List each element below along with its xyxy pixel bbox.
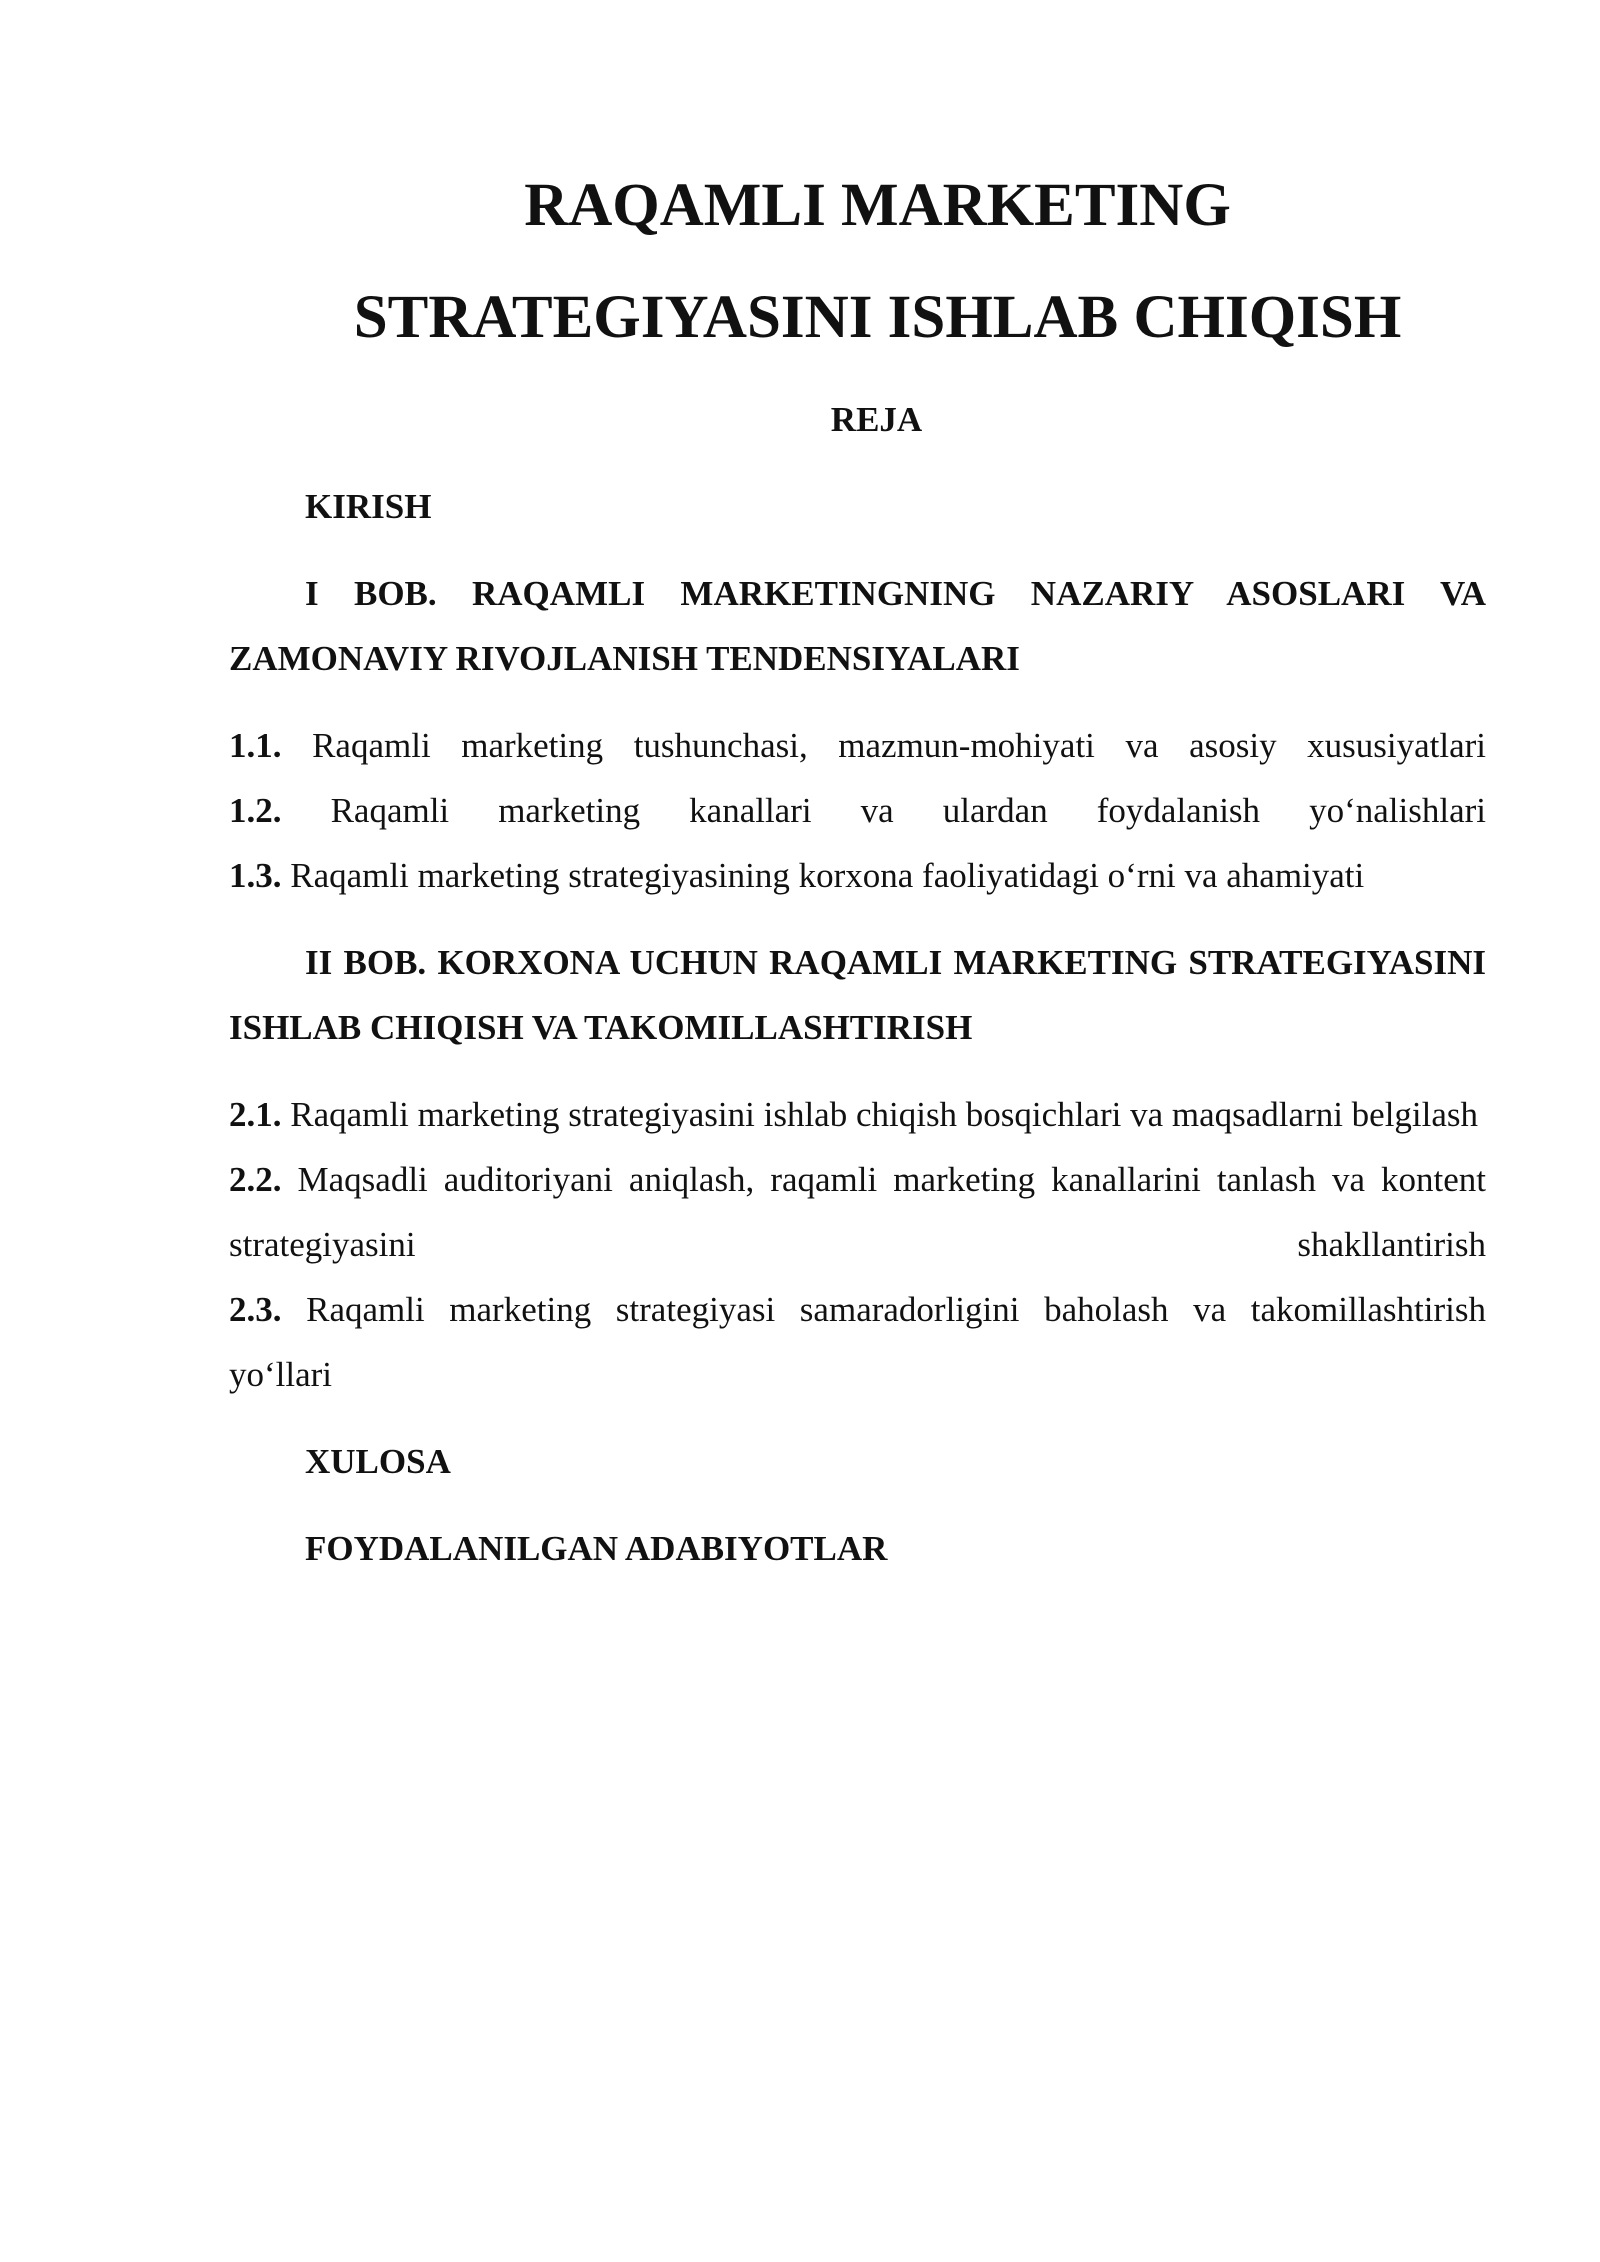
toc-item-2-3: [229, 1277, 1486, 1407]
toc-item-text: Raqamli marketing tushunchasi, mazmun-mohiyati va asosiy xususiyatlari: [312, 726, 1486, 765]
chapter-1-title: I BOB. RAQAMLI MARKETINGNING NAZARIY ASOSLARI VA ZAMONAVIY RIVOJLANISH TENDENSIYALARI: [229, 574, 1486, 678]
title-line-2: STRATEGIYASINI ISHLAB CHIQISH: [353, 284, 1402, 351]
chapter-2-title: II BOB. KORXONA UCHUN RAQAMLI MARKETING STRATEGIYASINI ISHLAB CHIQISH VA TAKOMILLASHTIRISH: [229, 943, 1486, 1047]
toc-item-text: Raqamli marketing strategiyasini ishlab chiqish bosqichlari va maqsadlarni belgilash: [290, 1095, 1479, 1134]
toc-item-number: 1.3.: [229, 856, 282, 895]
toc-item-2-2: [229, 1147, 1486, 1277]
toc-item-1-3: [229, 843, 1486, 908]
toc-item-number: 2.3.: [229, 1290, 282, 1329]
toc-item-text: Maqsadli auditoriyani aniqlash, raqamli marketing kanallarini tanlash va kontent strategiyasini shakllantirish: [229, 1160, 1487, 1264]
conclusion-heading: XULOSA: [305, 1442, 451, 1481]
toc-item-1-2: [229, 778, 1486, 843]
toc-item-text: Raqamli marketing strategiyasining korxona faoliyatidagi o‘rni va ahamiyati: [290, 856, 1365, 895]
toc-item-number: 1.2.: [229, 791, 282, 830]
toc-item-1-1: [229, 713, 1486, 778]
intro-heading: KIRISH: [305, 487, 432, 526]
toc-item-number: 2.1.: [229, 1095, 282, 1134]
document-content: [229, 150, 1486, 1581]
toc-item-2-1: [229, 1082, 1486, 1147]
toc-item-text: Raqamli marketing strategiyasi samaradorligini baholash va takomillashtirish yo‘llari: [229, 1290, 1486, 1394]
document-title: [229, 150, 1486, 374]
references-heading: FOYDALANILGAN ADABIYOTLAR: [305, 1529, 888, 1568]
toc-item-number: 2.2.: [229, 1160, 282, 1199]
toc-item-text: Raqamli marketing kanallari va ulardan foydalanish yo‘nalishlari: [330, 791, 1486, 830]
title-line-1: RAQAMLI MARKETING: [524, 172, 1231, 239]
plan-heading: REJA: [830, 400, 923, 439]
toc-item-number: 1.1.: [229, 726, 282, 765]
